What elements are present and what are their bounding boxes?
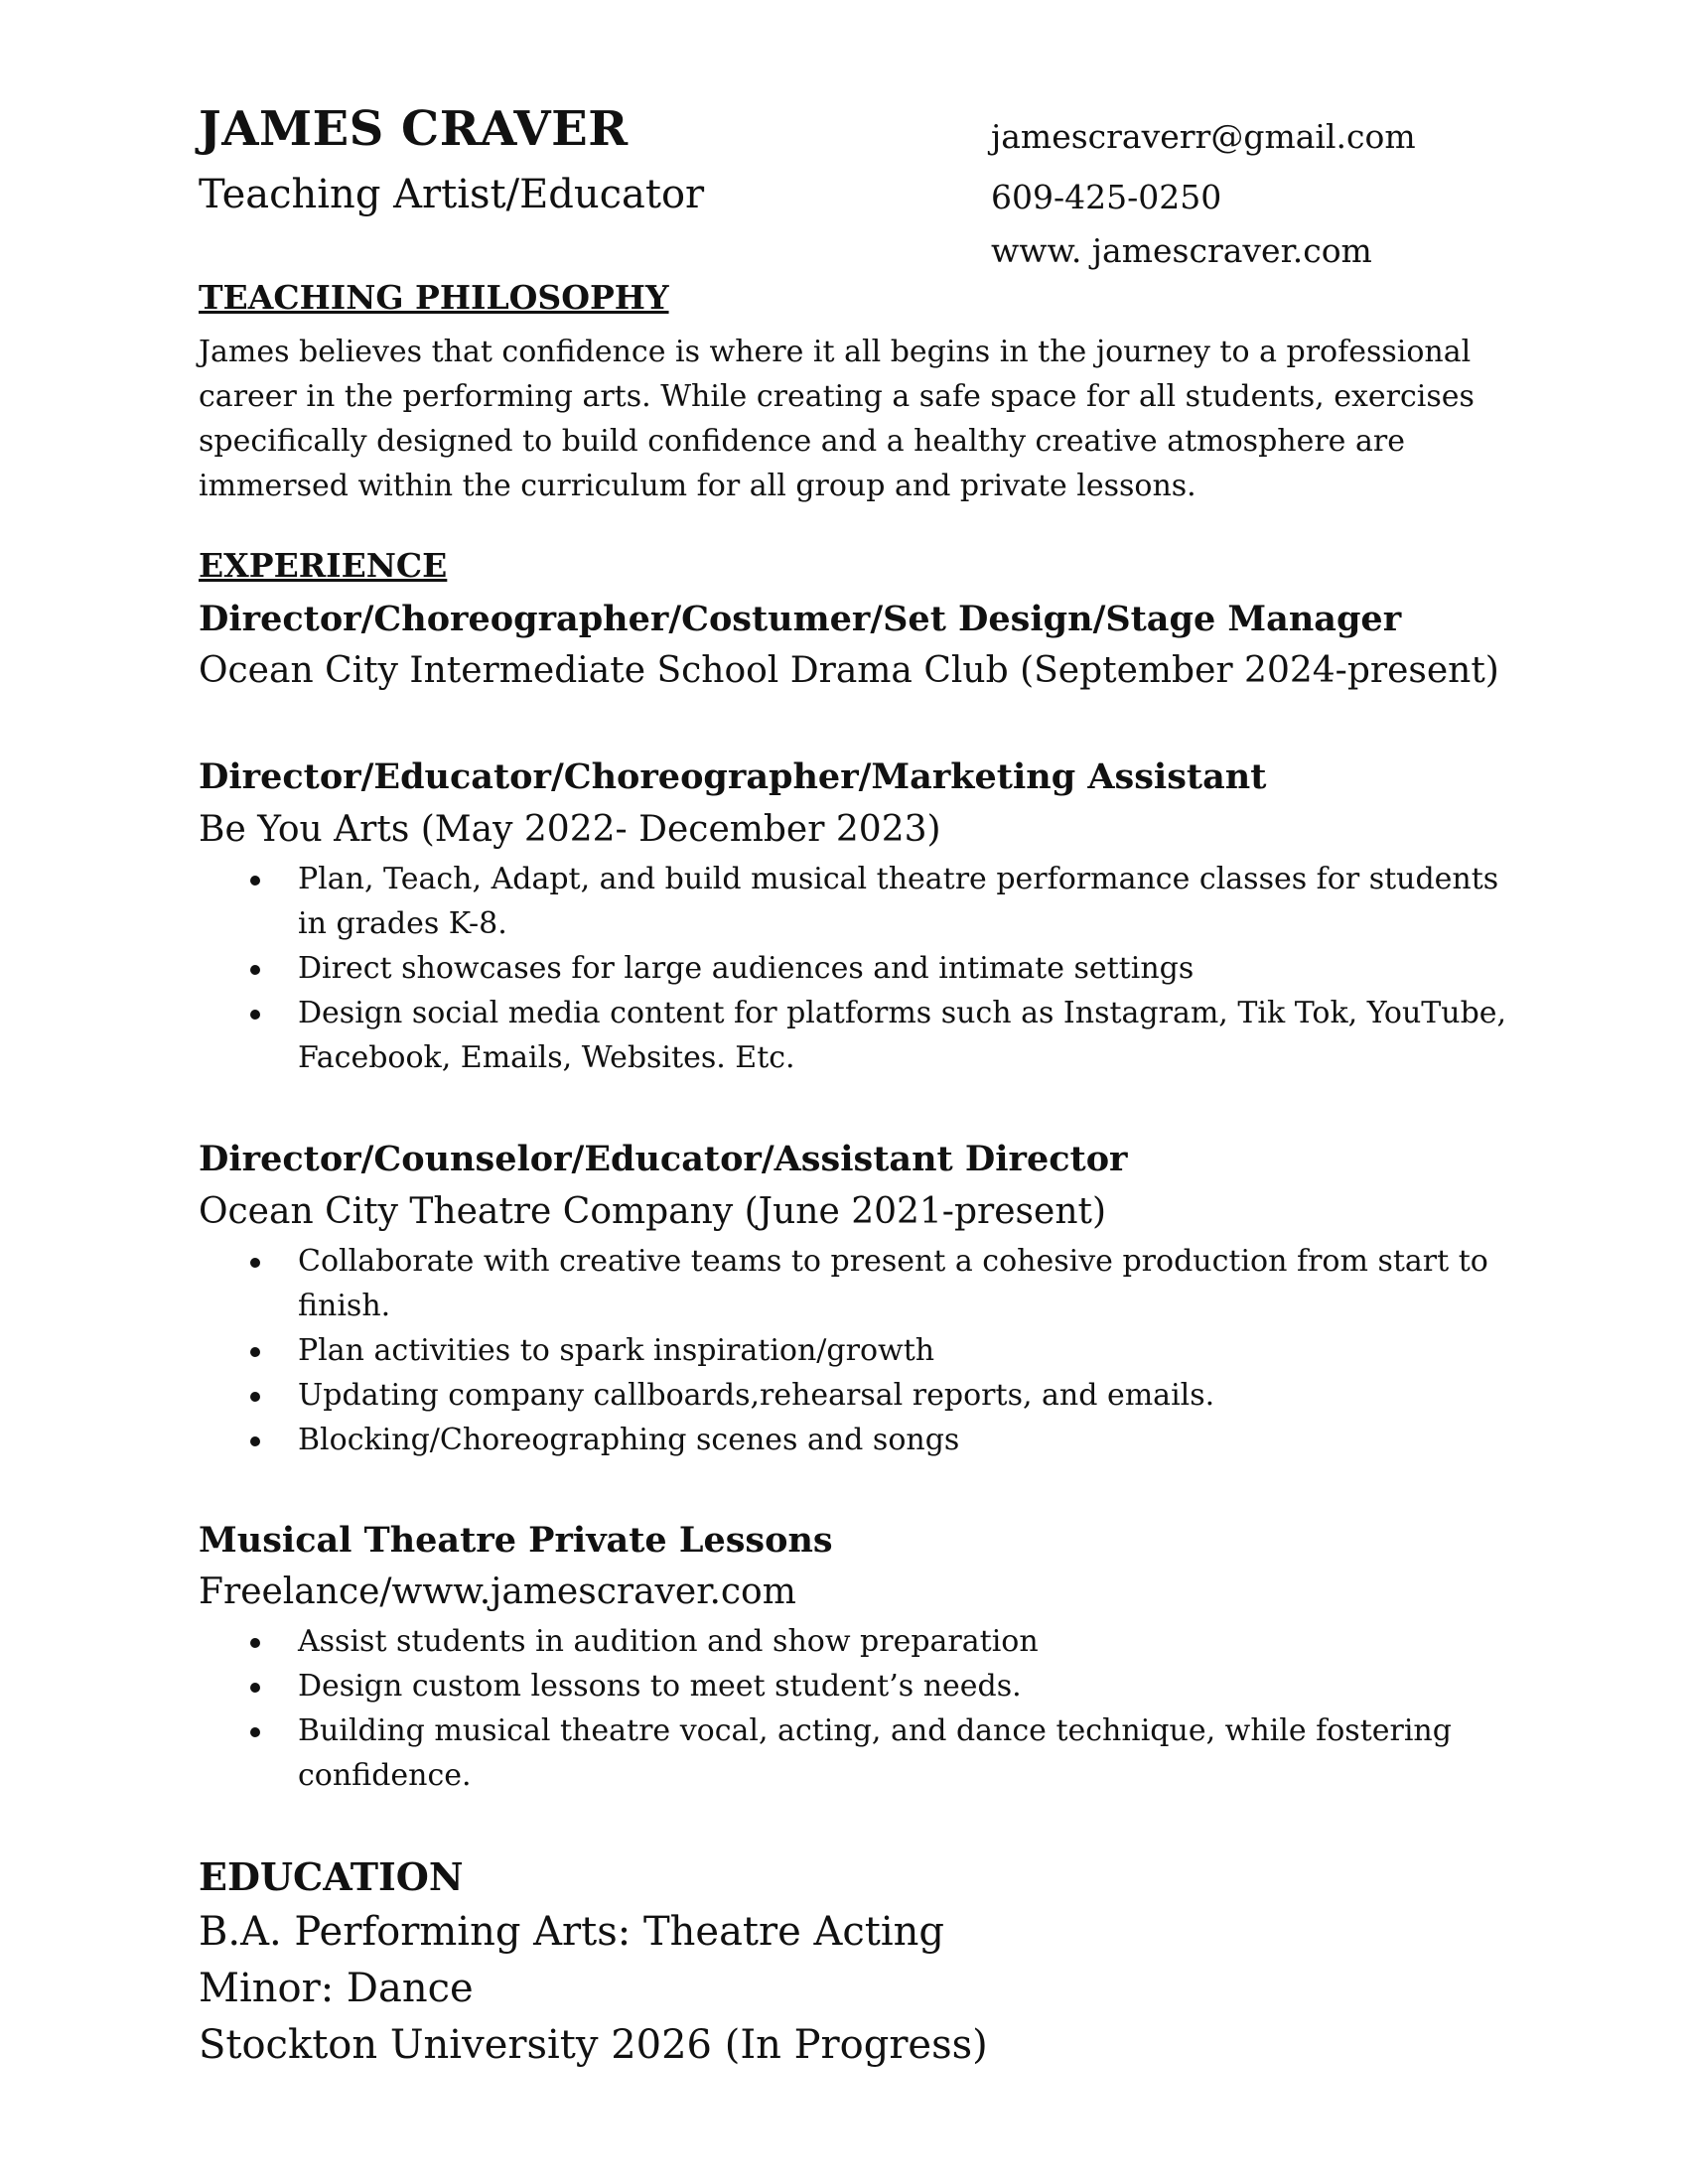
list-item: Building musical theatre vocal, acting, and dance technique, while fostering confidence. — [199, 1708, 1509, 1798]
bullet-icon — [250, 1347, 260, 1357]
bullet-icon — [250, 1638, 260, 1648]
list-item: Direct showcases for large audiences and intimate settings — [199, 946, 1509, 991]
bullet-icon — [250, 1683, 260, 1693]
list-item: Collaborate with creative teams to present a cohesive production from start to finish. — [199, 1239, 1509, 1328]
education-minor: Minor: Dance — [199, 1966, 474, 2011]
bullet-icon — [250, 1727, 260, 1737]
job-role: Director/Educator/Choreographer/Marketing Assistant — [199, 756, 1267, 797]
philosophy-heading: TEACHING PHILOSOPHY — [199, 278, 669, 317]
job-bullet-list — [199, 857, 1509, 1080]
contact-phone: 609-425-0250 — [991, 178, 1222, 216]
bullet-icon — [250, 1436, 260, 1446]
contact-website[interactable]: www. jamescraver.com — [991, 231, 1372, 270]
experience-heading: EXPERIENCE — [199, 546, 448, 585]
list-item: Design social media content for platforms such as Instagram, Tik Tok, YouTube, Facebook, Emails, Websites. Etc. — [199, 991, 1509, 1080]
education-degree: B.A. Performing Arts: Theatre Acting — [199, 1909, 945, 1955]
list-item: Blocking/Choreographing scenes and songs — [199, 1418, 1509, 1462]
list-item: Plan, Teach, Adapt, and build musical theatre performance classes for students in grades K-8. — [199, 857, 1509, 946]
bullet-icon — [250, 965, 260, 975]
bullet-icon — [250, 1392, 260, 1402]
bullet-icon — [250, 876, 260, 886]
education-school: Stockton University 2026 (In Progress) — [199, 2022, 988, 2068]
job-role: Musical Theatre Private Lessons — [199, 1520, 833, 1561]
list-item: Plan activities to spark inspiration/growth — [199, 1328, 1509, 1373]
bullet-icon — [250, 1258, 260, 1268]
resume-title: Teaching Artist/Educator — [199, 172, 705, 217]
list-item: Assist students in audition and show preparation — [199, 1619, 1509, 1664]
list-item: Design custom lessons to meet student’s needs. — [199, 1664, 1509, 1708]
job-role: Director/Counselor/Educator/Assistant Director — [199, 1139, 1128, 1179]
resume-name: JAMES CRAVER — [199, 101, 629, 157]
job-org: Be You Arts (May 2022- December 2023) — [199, 809, 941, 850]
list-item: Updating company callboards,rehearsal reports, and emails. — [199, 1373, 1509, 1418]
contact-email[interactable]: jamescraverr@gmail.com — [991, 117, 1416, 156]
job-org: Ocean City Intermediate School Drama Club (September 2024-present) — [199, 650, 1499, 691]
education-heading: EDUCATION — [199, 1854, 464, 1899]
bullet-icon — [250, 1010, 260, 1020]
job-bullet-list — [199, 1619, 1509, 1798]
job-org: Freelance/www.jamescraver.com — [199, 1571, 796, 1612]
philosophy-text: James believes that confidence is where it all begins in the journey to a professional career in the performing arts. While creating a safe space for all students, exercises specifically designed to build confidence and a healthy creative atmosphere are immersed within the curriculum for all group and private lessons. — [199, 335, 1475, 503]
job-org: Ocean City Theatre Company (June 2021-present) — [199, 1191, 1107, 1232]
job-bullet-list — [199, 1239, 1509, 1462]
job-role: Director/Choreographer/Costumer/Set Design/Stage Manager — [199, 599, 1402, 639]
